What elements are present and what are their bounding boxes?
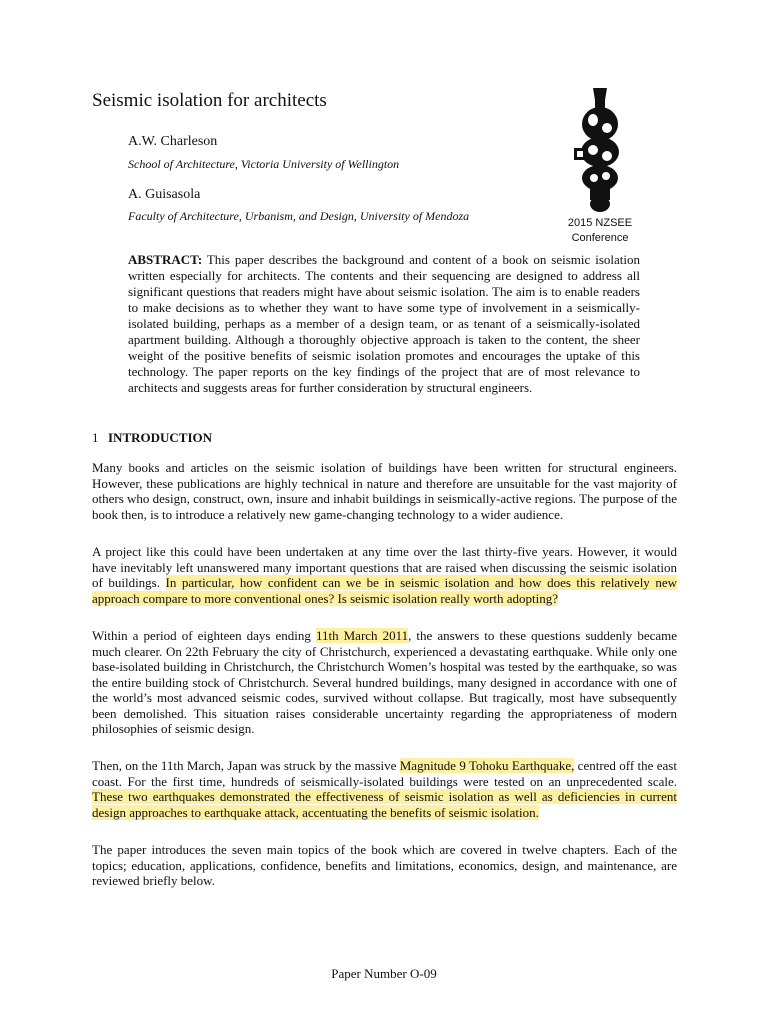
section-title: INTRODUCTION (108, 430, 213, 445)
paper-title: Seismic isolation for architects (92, 90, 327, 111)
paragraph-2-text: A project like this could have been undertaken at any time over the last thirty-five years. However, it would have inevitably left unanswered many important questions that are raised when discussing the seismic isolation of buildings. (92, 544, 677, 590)
paragraph-1: Many books and articles on the seismic isolation of buildings have been written for structural engineers. However, these publications are highly technical in nature and therefore are unsuitable for the vast majority of others who design, construct, own, insure and inhabit buildings in seismically-active regions. The purpose of the book then, is to introduce a relatively new game-changing technology to a wider audience. (92, 460, 678, 522)
highlight-3: Magnitude 9 Tohoku Earthquake, (399, 758, 575, 773)
conference-line-2: Conference (571, 232, 629, 244)
author-2-affiliation: Faculty of Architecture, Urbanism, and Design, University of Mendoza (128, 209, 470, 223)
paper-number-footer: Paper Number O-09 (331, 966, 437, 981)
paragraph-4 (92, 758, 677, 820)
paragraph-2 (92, 544, 677, 606)
paragraph-3-text-a: Within a period of eighteen days ending (92, 628, 316, 643)
abstract-label: ABSTRACT: (128, 252, 203, 267)
paragraph-5: The paper introduces the seven main topics of the book which are covered in twelve chapters. Each of the topics; education, applications, confidence, benefits and limitations, economics, design, and maintenance, are reviewed briefly below. (92, 842, 677, 888)
highlight-4: These two earthquakes demonstrated the effectiveness of seismic isolation as well as deficiencies in current design approaches to earthquake attack, accentuating the benefits of seismic isolation. (92, 789, 677, 820)
section-number: 1 (92, 430, 99, 445)
section-heading (92, 430, 212, 446)
highlight-1: In particular, how confident can we be in seismic isolation and how does this relatively new approach compare to more conventional ones? Is seismic isolation really worth adopting? (92, 575, 677, 606)
author-2-name: A. Guisasola (128, 187, 201, 202)
paragraph-4-text-a: Then, on the 11th March, Japan was struck by the massive (92, 758, 400, 773)
conference-line-1: 2015 NZSEE (567, 217, 633, 229)
nzsee-logo-icon (560, 86, 640, 216)
paragraph-3-text-b: , the answers to these questions suddenly became much clearer. On 22th February the city of Christchurch, experienced a devastating earthquake. While only one base-isolated building in Christchurch, the Christchurch Women’s hospital was tested by the earthquake, so was the entire building stock of Christchurch. Several hundred buildings, many designed in accordance with one of the world’s most advanced seismic codes, survived without collapse. But tragically, most have subsequently been demolished. This situation raises considerable uncertainty regarding the appropriateness of modern philosophies of seismic design. (92, 628, 678, 736)
paragraph-3 (92, 628, 677, 737)
author-1-name: A.W. Charleson (128, 134, 218, 149)
author-1-affiliation: School of Architecture, Victoria University of Wellington (128, 157, 400, 171)
abstract (128, 252, 640, 396)
abstract-text: This paper describes the background and content of a book on seismic isolation written especially for architects. The contents and their sequencing are designed to address all significant questions that readers might have about seismic isolation. The aim is to enable readers to make decisions as to whether they want to have some type of involvement in a seismically-isolated building, perhaps as a member of a design team, or as tenant of a seismically-isolated apartment building. Although a thoroughly objective approach is taken to the content, the sheer weight of the positive benefits of seismic isolation promotes and encourages the uptake of this technology. The paper reports on the key findings of the project that are of most relevance to architects and suggests areas for further consideration by structural engineers. (128, 252, 640, 395)
conference-label (552, 216, 648, 246)
highlight-2: 11th March 2011 (315, 628, 409, 643)
paragraph-4-text-b: centred off the east coast. For the first time, hundreds of seismically-isolated buildings were tested on an unprecedented scale. (92, 758, 677, 789)
